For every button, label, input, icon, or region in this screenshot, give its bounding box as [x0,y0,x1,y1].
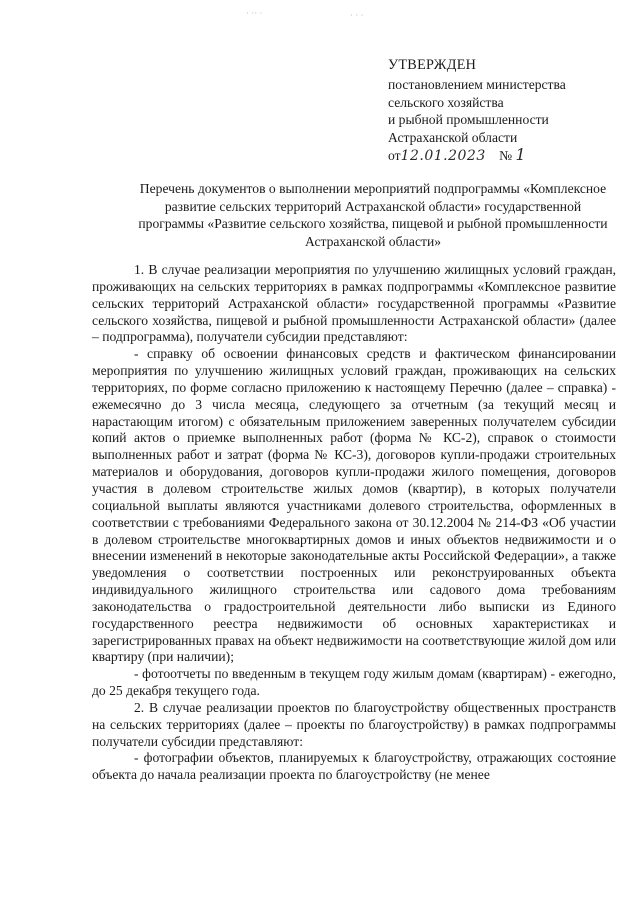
body-paragraph: - справку об освоении финансовых средств и фактическом финансировании мероприятия по улучшению жилищных условий граждан, проживающих на сельских территориях, по форме согласно приложению к настоящему Перечню (далее – справка) - ежемесячно до 3 числа месяца, следующего за отчетным (за текущий месяц и нарастающим итогом) с обязательным приложением заверенных получателем субсидии копий актов о приемке выполненных работ (форма № КС-2), справок о стоимости выполненных работ и затрат (форма № КС-3), договоров купли-продажи строительных материалов и оборудования, договоров купли-продажи жилого помещения, договоров участия в долевом строительстве жилых домов (квартир), в которых получатели социальной выплаты являются участниками долевого строительства, оформленных в соответствии с требованиями Федерального закона от 30.12.2004 № 214-ФЗ «Об участии в долевом строительстве многоквартирных домов и иных объектов недвижимости и о внесении изменений в некоторые законодательные акты Российской Федерации», а также уведомления о соответствии построенных или реконструированных объекта индивидуального жилищного строительства или садового дома требованиям законодательства о градостроительной деятельности либо выписки из Единого государственного реестра недвижимости об основных характеристиках и зарегистрированных правах на объект недвижимости на соответствующие жилой дом или квартиру (при наличии); [92,346,616,665]
approval-block [388,57,628,165]
approval-heading: УТВЕРЖДЕН [388,57,477,73]
document-body [92,262,616,784]
document-title: Перечень документов о выполнении мероприятий подпрограммы «Комплексное развитие сельских территорий Астраханской области» государственной программы «Развитие сельского хозяйства, пищевой и рыбной промышленности Астраханской области» [138,181,608,249]
handwritten-number: 1 [515,145,526,165]
number-prefix: № [499,148,513,164]
approval-line: и рыбной промышленности [388,112,549,128]
handwritten-date: 12.01.2023 [400,148,486,165]
body-paragraph: - фотоотчеты по введенным в текущем году жилым домам (квартирам) - ежегодно, до 25 декабря текущего года. [92,666,616,699]
approval-line: сельского хозяйства [388,94,504,110]
scan-speck: · ·· · [246,8,263,18]
approval-line: Астраханской области [388,129,518,145]
date-prefix: от [388,148,401,164]
body-paragraph: - фотографии объектов, планируемых к благоустройству, отражающих состояние объекта до начала реализации проекта по благоустройству (не менее [92,750,616,783]
approval-date-line [388,146,628,165]
body-paragraph: 1. В случае реализации мероприятия по улучшению жилищных условий граждан, проживающих на сельских территориях в рамках подпрограммы «Комплексное развитие сельских территорий Астраханской области» государственной программы «Развитие сельского хозяйства, пищевой и рыбной промышленности Астраханской области» (далее – подпрограмма), получатели субсидии представляют: [92,262,616,345]
approval-line: постановлением министерства [388,77,566,93]
body-paragraph: 2. В случае реализации проектов по благоустройству общественных пространств на сельских территориях (далее – проекты по благоустройству) в рамках подпрограммы получатели субсидии представляют: [92,699,616,749]
scan-speck: · · · [350,10,364,20]
